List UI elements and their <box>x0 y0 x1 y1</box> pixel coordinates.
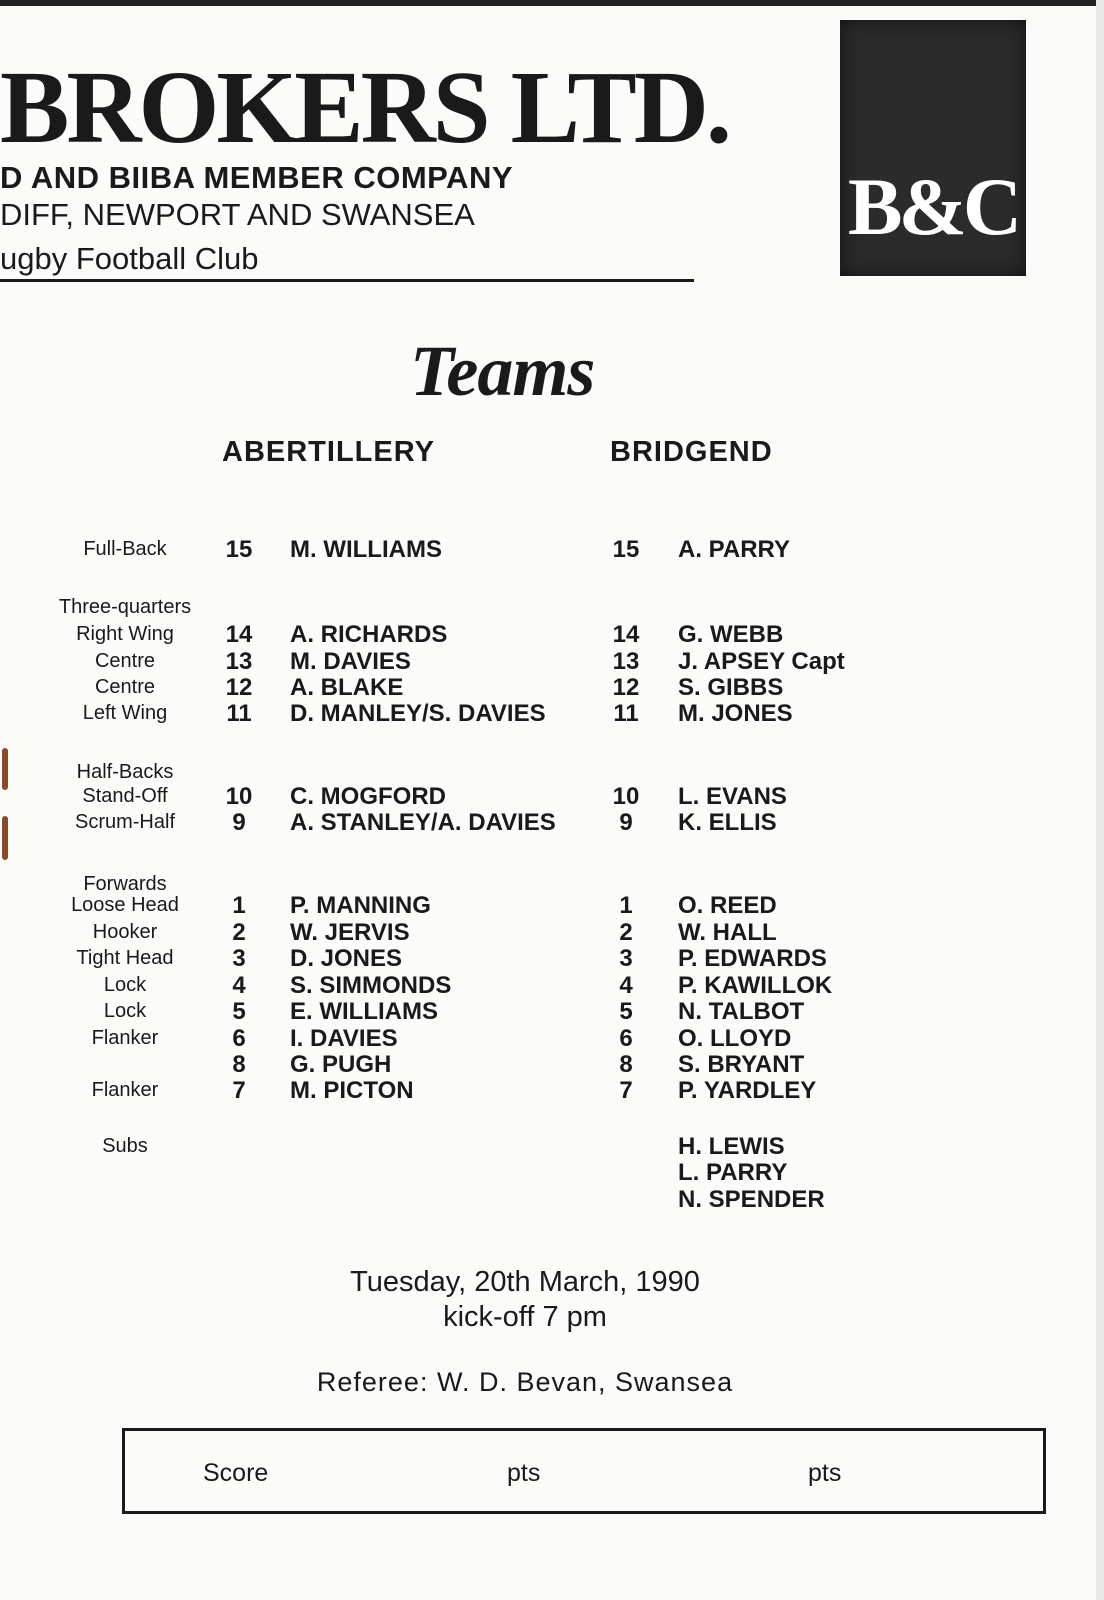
away-player-name: H. LEWIS <box>678 1133 785 1160</box>
lineup-row <box>0 783 1104 810</box>
home-jersey-number: 13 <box>225 648 253 675</box>
away-player-name: S. BRYANT <box>678 1051 805 1078</box>
home-team-name: ABERTILLERY <box>222 436 435 468</box>
position-label: Full-Back <box>83 538 167 560</box>
home-jersey-number: 7 <box>232 1077 246 1104</box>
page-title: Teams <box>410 331 595 411</box>
away-team-name: BRIDGEND <box>610 436 773 468</box>
home-jersey-number: 12 <box>225 674 253 701</box>
lineup-row <box>0 892 1104 919</box>
home-jersey-number: 10 <box>225 783 253 810</box>
home-jersey-number: 11 <box>226 700 252 727</box>
home-player-name: A. STANLEY/A. DAVIES <box>290 809 556 836</box>
away-jersey-number: 9 <box>619 809 633 836</box>
home-jersey-number: 15 <box>225 536 253 563</box>
home-jersey-number: 2 <box>232 919 246 946</box>
position-label: Stand-Off <box>82 785 168 807</box>
away-player-name: A. PARRY <box>678 536 791 563</box>
away-jersey-number: 2 <box>619 919 633 946</box>
home-player-name: W. JERVIS <box>290 919 410 946</box>
away-jersey-number: 11 <box>613 700 639 727</box>
home-jersey-number: 4 <box>232 972 246 999</box>
home-jersey-number: 8 <box>232 1051 246 1078</box>
away-player-name: M. JONES <box>678 700 793 727</box>
lineup-row <box>0 809 1104 836</box>
lineup-row <box>0 700 1104 727</box>
away-player-name: N. SPENDER <box>678 1186 825 1213</box>
position-label: Scrum-Half <box>74 811 175 833</box>
away-jersey-number: 14 <box>612 621 640 648</box>
score-label: Score <box>203 1459 269 1487</box>
position-label: Loose Head <box>71 894 179 916</box>
section-half-backs: Half-Backs <box>76 761 174 783</box>
sponsor-cities: DIFF, NEWPORT AND SWANSEA <box>0 197 475 232</box>
away-player-name: G. WEBB <box>678 621 784 648</box>
away-jersey-number: 12 <box>612 674 640 701</box>
home-player-name: D. JONES <box>290 945 403 972</box>
referee-line: Referee: W. D. Bevan, Swansea <box>316 1367 734 1397</box>
kickoff-time: kick-off 7 pm <box>443 1301 607 1333</box>
position-label: Left Wing <box>82 702 168 724</box>
away-player-name: P. YARDLEY <box>678 1077 817 1104</box>
top-border <box>0 0 1104 6</box>
home-player-name: I. DAVIES <box>290 1025 398 1052</box>
logo-text: B&C <box>847 161 1019 252</box>
home-player-name: A. RICHARDS <box>290 621 448 648</box>
position-label: Right Wing <box>76 623 174 645</box>
lineup-row <box>0 1186 1104 1213</box>
away-player-name: L. EVANS <box>678 783 787 810</box>
away-jersey-number: 1 <box>619 892 633 919</box>
score-box <box>122 1428 1046 1514</box>
home-jersey-number: 6 <box>232 1025 246 1052</box>
away-jersey-number: 7 <box>619 1077 633 1104</box>
home-jersey-number: 9 <box>232 809 246 836</box>
home-player-name: M. WILLIAMS <box>290 536 442 563</box>
home-jersey-number: 5 <box>232 998 246 1025</box>
position-label: Lock <box>103 1000 147 1022</box>
away-player-name: P. KAWILLOK <box>678 972 833 999</box>
position-label: Lock <box>103 974 147 996</box>
lineup-row <box>0 972 1104 999</box>
home-player-name: C. MOGFORD <box>290 783 446 810</box>
lineup-row <box>0 1159 1104 1186</box>
home-player-name: A. BLAKE <box>290 674 404 701</box>
away-player-name: J. APSEY Capt <box>678 648 845 675</box>
away-player-name: K. ELLIS <box>678 809 777 836</box>
position-label: Hooker <box>92 921 158 943</box>
position-label: Flanker <box>91 1027 159 1049</box>
away-jersey-number: 8 <box>619 1051 633 1078</box>
away-jersey-number: 13 <box>612 648 640 675</box>
away-player-name: W. HALL <box>678 919 777 946</box>
header-divider <box>0 279 694 282</box>
away-points-label: pts <box>808 1459 842 1487</box>
home-player-name: S. SIMMONDS <box>290 972 452 999</box>
away-player-name: O. LLOYD <box>678 1025 792 1052</box>
section-three-quarters: Three-quarters <box>58 596 192 618</box>
lineup-row <box>0 1051 1104 1078</box>
club-name: ugby Football Club <box>0 241 259 276</box>
away-jersey-number: 15 <box>612 536 640 563</box>
home-points-label: pts <box>507 1459 541 1487</box>
away-jersey-number: 4 <box>619 972 633 999</box>
away-jersey-number: 5 <box>619 998 633 1025</box>
away-jersey-number: 10 <box>612 783 640 810</box>
position-label: Subs <box>102 1135 148 1157</box>
home-player-name: G. PUGH <box>290 1051 392 1078</box>
home-jersey-number: 3 <box>232 945 246 972</box>
away-player-name: N. TALBOT <box>678 998 805 1025</box>
position-label: Tight Head <box>76 947 174 969</box>
sponsor-name: BROKERS LTD. <box>0 50 729 165</box>
position-label: Centre <box>94 676 156 698</box>
home-jersey-number: 14 <box>225 621 253 648</box>
lineup-row <box>0 1133 1104 1160</box>
position-label: Centre <box>94 650 156 672</box>
home-player-name: P. MANNING <box>290 892 431 919</box>
away-player-name: P. EDWARDS <box>678 945 827 972</box>
lineup-row <box>0 945 1104 972</box>
away-player-name: S. GIBBS <box>678 674 784 701</box>
home-player-name: M. PICTON <box>290 1077 414 1104</box>
match-date: Tuesday, 20th March, 1990 <box>350 1266 700 1298</box>
sponsor-membership: D AND BIIBA MEMBER COMPANY <box>0 160 514 195</box>
lineup-row <box>0 1077 1104 1104</box>
lineup-row <box>0 648 1104 675</box>
away-player-name: L. PARRY <box>678 1159 788 1186</box>
position-label: Flanker <box>91 1079 159 1101</box>
away-player-name: O. REED <box>678 892 777 919</box>
sponsor-logo <box>840 20 1026 276</box>
home-player-name: E. WILLIAMS <box>290 998 438 1025</box>
home-player-name: D. MANLEY/S. DAVIES <box>290 700 546 727</box>
away-jersey-number: 6 <box>619 1025 633 1052</box>
home-jersey-number: 1 <box>232 892 246 919</box>
lineup-row <box>0 919 1104 946</box>
home-player-name: M. DAVIES <box>290 648 411 675</box>
lineup-row <box>0 621 1104 648</box>
lineup-row <box>0 674 1104 701</box>
away-jersey-number: 3 <box>619 945 633 972</box>
lineup-row <box>0 998 1104 1025</box>
lineup-row <box>0 1025 1104 1052</box>
section-forwards: Forwards <box>83 873 167 895</box>
lineup-row <box>0 536 1104 563</box>
